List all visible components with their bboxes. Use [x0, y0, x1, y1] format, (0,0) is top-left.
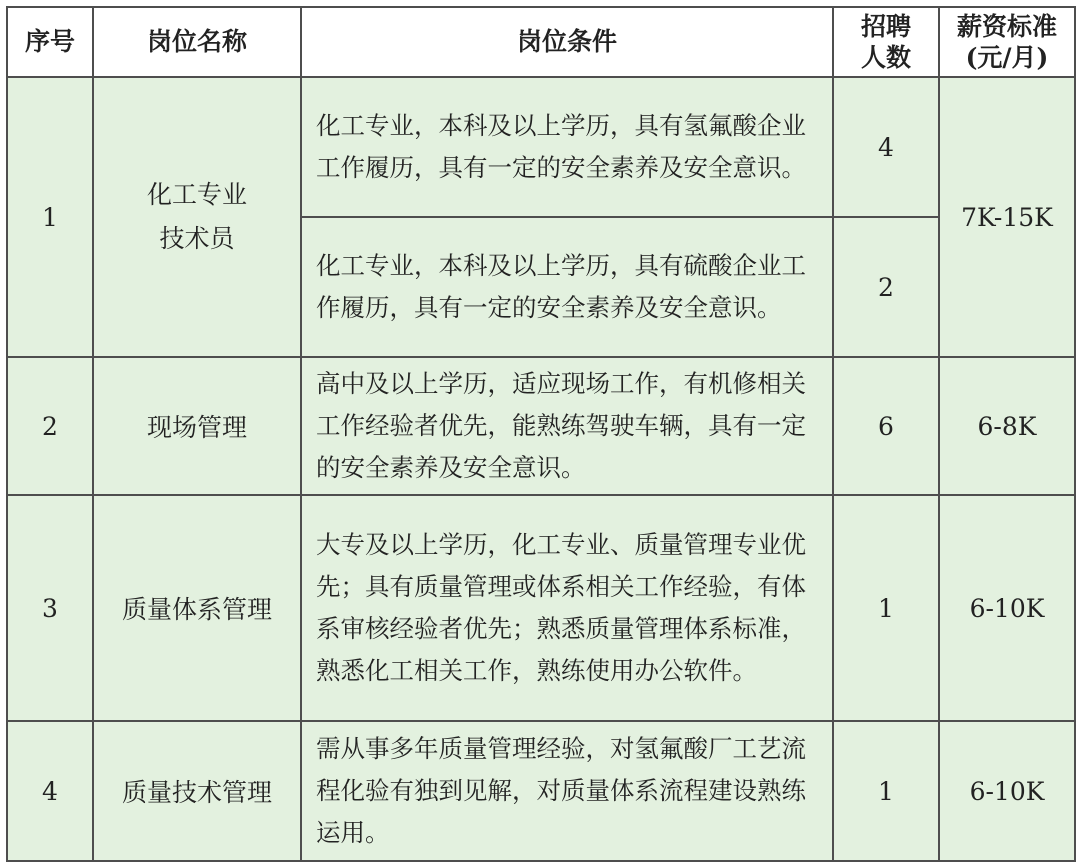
header-headcount: 招聘人数 [833, 7, 939, 77]
row-requirements: 化工专业，本科及以上学历，具有氢氟酸企业工作履历，具有一定的安全素养及安全意识。 [301, 77, 833, 217]
row-requirements: 高中及以上学历，适应现场工作，有机修相关工作经验者优先，能熟练驾驶车辆，具有一定的安全素养及安全意识。 [301, 357, 833, 495]
row-index: 1 [7, 77, 93, 357]
row-index: 4 [7, 721, 93, 861]
row-position: 质量体系管理 [93, 495, 301, 721]
row-requirements: 需从事多年质量管理经验，对氢氟酸厂工艺流程化验有独到见解，对质量体系流程建设熟练运用。 [301, 721, 833, 861]
row-headcount: 4 [833, 77, 939, 217]
row-headcount: 1 [833, 495, 939, 721]
table-row [7, 357, 1075, 495]
header-index: 序号 [7, 7, 93, 77]
row-position: 质量技术管理 [93, 721, 301, 861]
row-salary: 7K-15K [939, 77, 1075, 357]
row-salary: 6-10K [939, 721, 1075, 861]
recruitment-table [6, 6, 1076, 862]
header-salary: 薪资标准(元/月) [939, 7, 1075, 77]
row-headcount: 1 [833, 721, 939, 861]
row-position: 化工专业技术员 [93, 77, 301, 357]
table-row [7, 77, 1075, 217]
row-index: 2 [7, 357, 93, 495]
table-row [7, 721, 1075, 861]
header-requirements: 岗位条件 [301, 7, 833, 77]
row-headcount: 2 [833, 217, 939, 357]
table-row [7, 495, 1075, 721]
row-salary: 6-8K [939, 357, 1075, 495]
row-position: 现场管理 [93, 357, 301, 495]
header-position: 岗位名称 [93, 7, 301, 77]
table-header-row [7, 7, 1075, 77]
row-requirements: 大专及以上学历，化工专业、质量管理专业优先；具有质量管理或体系相关工作经验，有体系审核经验者优先；熟悉质量管理体系标准，熟悉化工相关工作，熟练使用办公软件。 [301, 495, 833, 721]
row-salary: 6-10K [939, 495, 1075, 721]
row-headcount: 6 [833, 357, 939, 495]
row-index: 3 [7, 495, 93, 721]
row-requirements: 化工专业，本科及以上学历，具有硫酸企业工作履历，具有一定的安全素养及安全意识。 [301, 217, 833, 357]
